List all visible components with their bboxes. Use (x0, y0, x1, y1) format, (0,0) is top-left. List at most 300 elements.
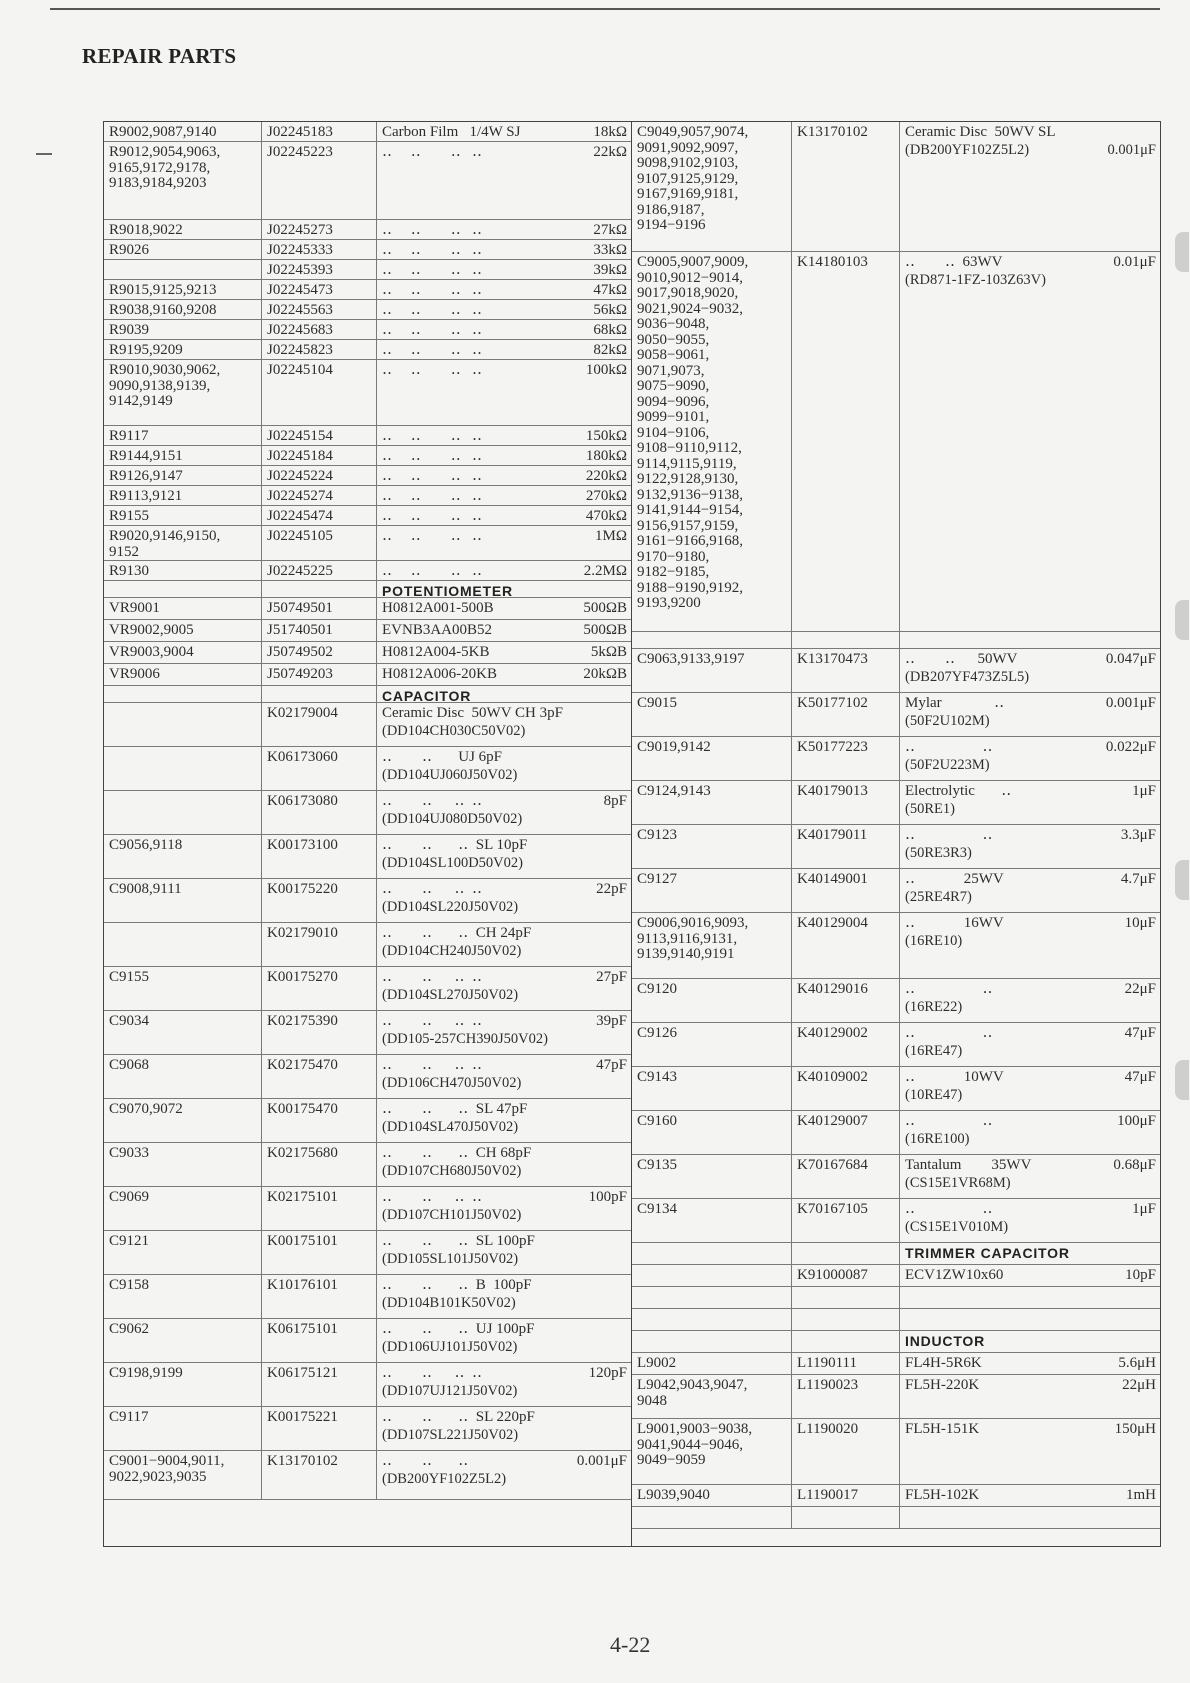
ref-cell (104, 686, 262, 702)
table-row (632, 252, 1160, 632)
description-text: ‥ ‥ ‥ CH 68pF (382, 1145, 532, 1161)
description-cell (900, 1353, 1161, 1374)
table-row (104, 320, 631, 340)
value-text: 47μF (1124, 1069, 1156, 1085)
ref-cell: VR9003,9004 (104, 642, 262, 663)
description-cell (377, 506, 632, 525)
table-row (104, 561, 631, 581)
table-row (632, 1265, 1160, 1287)
description-cell (900, 632, 1161, 648)
description-line (905, 828, 1156, 844)
description-text: Ceramic Disc 50WV CH 3pF (382, 705, 563, 721)
table-row (104, 1407, 631, 1451)
description-text: ‥ ‥ ‥ ‥ (382, 342, 483, 358)
part-number-cell: K13170473 (792, 649, 900, 692)
description-cell (377, 260, 632, 279)
table-row (104, 142, 631, 220)
description-line (382, 838, 627, 854)
ref-cell: C9134 (632, 1199, 792, 1242)
value-text: 39pF (596, 1013, 627, 1029)
spec-code: (DD105-257CH390J50V02) (382, 1030, 548, 1047)
description-cell (900, 825, 1161, 868)
part-number-cell (792, 1287, 900, 1308)
description-text: FL5H-220K (905, 1377, 980, 1393)
value-text: 270kΩ (585, 488, 627, 504)
description-text: ‥ ‥ ‥ ‥ (382, 1189, 483, 1205)
part-number-cell: K70167684 (792, 1155, 900, 1198)
description-line (382, 794, 627, 810)
part-number-cell: K06175101 (262, 1319, 377, 1362)
description-cell (900, 737, 1161, 780)
part-number-cell: J02245154 (262, 426, 377, 445)
value-text: 39kΩ (593, 262, 627, 278)
binder-tab (1175, 860, 1189, 900)
description-line (382, 706, 627, 722)
spec-line (905, 670, 1156, 686)
description-text: ‥ ‥ ‥ (382, 1453, 469, 1469)
part-number-cell: K00175101 (262, 1231, 377, 1274)
description-line (382, 970, 627, 986)
ref-cell: C9160 (632, 1111, 792, 1154)
table-row (632, 869, 1160, 913)
spec-code: (DB200YF102Z5L2) (905, 141, 1030, 158)
table-row (632, 1287, 1160, 1309)
table-row (632, 979, 1160, 1023)
ref-cell (104, 260, 262, 279)
description-line (382, 564, 627, 580)
part-number-cell: J02245273 (262, 220, 377, 239)
spec-line (382, 988, 627, 1004)
description-cell (900, 913, 1161, 978)
description-line (905, 125, 1156, 141)
description-line (905, 1070, 1156, 1086)
description-text: ‥ ‥ ‥ ‥ (382, 362, 483, 378)
ref-cell: C9001−9004,9011, 9022,9023,9035 (104, 1451, 262, 1499)
spec-code: (DD104CH030C50V02) (382, 722, 526, 739)
spec-line (382, 856, 627, 872)
description-line (382, 449, 627, 465)
description-cell (377, 1231, 632, 1274)
description-cell (377, 1407, 632, 1450)
description-text: Electrolytic ‥ (905, 783, 1012, 799)
spec-code: (DD104SL220J50V02) (382, 898, 519, 915)
part-number-cell: J02245225 (262, 561, 377, 580)
page-number: 4-22 (610, 1632, 651, 1657)
table-row (104, 1451, 631, 1500)
description-text: ‥ ‥ ‥ ‥ (382, 793, 483, 809)
table-row (104, 703, 631, 747)
table-row (632, 1309, 1160, 1331)
spec-code: (DD106CH470J50V02) (382, 1074, 522, 1091)
spec-code: (DD104UJ080D50V02) (382, 810, 523, 827)
table-row (104, 360, 631, 426)
spec-line (382, 1384, 627, 1400)
value-text: 22kΩ (593, 144, 627, 160)
description-text: ‥ ‥ UJ 6pF (382, 749, 503, 765)
description-line (382, 303, 627, 319)
description-line (382, 1234, 627, 1250)
spec-line (382, 1164, 627, 1180)
spec-code: (DD105SL101J50V02) (382, 1250, 519, 1267)
table-row (104, 1187, 631, 1231)
description-text: Tantalum 35WV (905, 1157, 1032, 1173)
table-row (632, 1419, 1160, 1485)
table-row (104, 300, 631, 320)
spec-line (905, 1088, 1156, 1104)
spec-line (905, 934, 1156, 950)
table-row (104, 260, 631, 280)
top-rule (50, 8, 1160, 10)
value-text: 27pF (596, 969, 627, 985)
description-text: ECV1ZW10x60 (905, 1267, 1004, 1283)
description-line (382, 323, 627, 339)
binder-tab (1175, 600, 1189, 640)
description-cell (900, 1375, 1161, 1418)
value-text: 0.001μF (576, 1453, 627, 1469)
binder-tab (1175, 1060, 1189, 1100)
ref-cell: VR9002,9005 (104, 620, 262, 641)
part-number-cell: K70167105 (792, 1199, 900, 1242)
value-text: 3.3μF (1120, 827, 1156, 843)
spec-code: (DD107SL221J50V02) (382, 1426, 519, 1443)
description-text: ‥ ‥ ‥ SL 47pF (382, 1101, 528, 1117)
description-line (382, 1190, 627, 1206)
spec-line (905, 890, 1156, 906)
value-text: 82kΩ (593, 342, 627, 358)
ref-cell: C9006,9016,9093, 9113,9116,9131, 9139,9140,9191 (632, 913, 792, 978)
description-line (905, 1026, 1156, 1042)
spec-line (905, 143, 1156, 159)
description-line (382, 223, 627, 239)
ref-cell: L9001,9003−9038, 9041,9044−9046, 9049−9059 (632, 1419, 792, 1484)
part-number-cell (792, 1507, 900, 1528)
spec-value: 0.001μF (1107, 141, 1156, 158)
description-cell (900, 1507, 1161, 1528)
description-cell (377, 142, 632, 219)
table-row (632, 632, 1160, 649)
description-text: ‥ ‥ ‥ SL 220pF (382, 1409, 535, 1425)
part-number-cell: L1190017 (792, 1485, 900, 1506)
description-cell (377, 923, 632, 966)
description-cell (377, 747, 632, 790)
binder-tab (1175, 232, 1189, 272)
description-cell (377, 1275, 632, 1318)
spec-code: (50F2U102M) (905, 712, 990, 729)
description-cell (900, 781, 1161, 824)
spec-code: (25RE4R7) (905, 888, 972, 905)
value-text: 100kΩ (585, 362, 627, 378)
value-text: 22pF (596, 881, 627, 897)
ref-cell: R9126,9147 (104, 466, 262, 485)
ref-cell (632, 632, 792, 648)
table-row (632, 1067, 1160, 1111)
value-text: 2.2MΩ (583, 563, 627, 579)
part-number-cell: K40129007 (792, 1111, 900, 1154)
spec-code: (DD104SL270J50V02) (382, 986, 519, 1003)
description-text: H0812A006-20KB (382, 666, 497, 682)
table-row (632, 913, 1160, 979)
ref-cell: C9121 (104, 1231, 262, 1274)
part-number-cell: J02245393 (262, 260, 377, 279)
description-cell (377, 1099, 632, 1142)
description-line (382, 750, 627, 766)
description-text: ‥ ‥ 63WV (905, 254, 1003, 270)
description-cell (900, 122, 1161, 251)
ref-cell (632, 1265, 792, 1286)
ref-cell: C9034 (104, 1011, 262, 1054)
description-cell (377, 466, 632, 485)
description-text: ‥ ‥ ‥ B 100pF (382, 1277, 532, 1293)
value-text: 1μF (1132, 783, 1156, 799)
spec-line (905, 802, 1156, 818)
description-text: ‥ ‥ ‥ ‥ (382, 322, 483, 338)
part-number-cell: J02245474 (262, 506, 377, 525)
spec-code: (DD104SL470J50V02) (382, 1118, 519, 1135)
description-cell (900, 1067, 1161, 1110)
description-text: FL5H-102K (905, 1487, 980, 1503)
description-cell (377, 1143, 632, 1186)
ref-cell (104, 791, 262, 834)
part-number-cell: J02245184 (262, 446, 377, 465)
description-text: ‥ ‥ ‥ ‥ (382, 468, 483, 484)
description-cell (377, 1011, 632, 1054)
ref-cell (632, 1331, 792, 1352)
part-number-cell: J50749501 (262, 598, 377, 619)
description-line (382, 429, 627, 445)
part-number-cell: J02245105 (262, 526, 377, 560)
spec-line (382, 1032, 627, 1048)
table-row (104, 1231, 631, 1275)
part-number-cell (262, 581, 377, 597)
part-number-cell: K02175470 (262, 1055, 377, 1098)
description-text: ‥ ‥ ‥ SL 10pF (382, 837, 528, 853)
description-line (382, 469, 627, 485)
spec-code: (DD107CH680J50V02) (382, 1162, 522, 1179)
ref-cell: C9127 (632, 869, 792, 912)
ref-cell: C9070,9072 (104, 1099, 262, 1142)
description-cell (377, 240, 632, 259)
part-number-cell: K10176101 (262, 1275, 377, 1318)
description-line (382, 601, 627, 617)
part-number-cell: K40109002 (792, 1067, 900, 1110)
part-number-cell: J02245274 (262, 486, 377, 505)
table-row (104, 1319, 631, 1363)
description-text: ‥ ‥ ‥ ‥ (382, 428, 483, 444)
ref-cell: C9126 (632, 1023, 792, 1066)
value-text: 1μF (1132, 1201, 1156, 1217)
part-number-cell: J02245563 (262, 300, 377, 319)
ref-cell: C9062 (104, 1319, 262, 1362)
description-cell (900, 1485, 1161, 1506)
table-row (104, 1055, 631, 1099)
part-number-cell (792, 632, 900, 648)
value-text: 100pF (588, 1189, 627, 1205)
spec-line (905, 846, 1156, 862)
table-row (632, 1353, 1160, 1375)
table-row (104, 122, 631, 142)
description-cell (377, 340, 632, 359)
table-row (104, 598, 631, 620)
spec-line (905, 1132, 1156, 1148)
description-text: ‥ ‥ ‥ UJ 100pF (382, 1321, 535, 1337)
description-text: ‥ ‥ ‥ ‥ (382, 1057, 483, 1073)
part-number-cell (792, 1243, 900, 1264)
description-text: Carbon Film 1/4W SJ (382, 124, 521, 140)
description-cell (900, 1199, 1161, 1242)
spec-line (382, 1428, 627, 1444)
description-line (905, 1268, 1156, 1284)
description-line (382, 1102, 627, 1118)
ref-cell: R9026 (104, 240, 262, 259)
description-text: ‥ ‥ ‥ ‥ (382, 563, 483, 579)
part-number-cell (792, 1331, 900, 1352)
description-line (382, 645, 627, 661)
parts-table-right (631, 121, 1161, 1547)
spec-code: (CS15E1VR68M) (905, 1174, 1011, 1191)
table-row (104, 747, 631, 791)
ref-cell: R9012,9054,9063, 9165,9172,9178, 9183,9184,9203 (104, 142, 262, 219)
table-row (104, 1099, 631, 1143)
spec-line (382, 724, 627, 740)
value-text: 1mH (1126, 1487, 1156, 1503)
description-text: ‥ ‥ (905, 1201, 993, 1217)
table-row (104, 280, 631, 300)
description-line (905, 872, 1156, 888)
description-cell (377, 486, 632, 505)
part-number-cell: J02245224 (262, 466, 377, 485)
description-line (905, 652, 1156, 668)
ref-cell: R9144,9151 (104, 446, 262, 465)
table-row (104, 835, 631, 879)
value-text: 27kΩ (593, 222, 627, 238)
value-text: 22μF (1124, 981, 1156, 997)
value-text: 4.7μF (1120, 871, 1156, 887)
table-row (104, 1275, 631, 1319)
description-line (382, 1322, 627, 1338)
description-text: ‥ ‥ 50WV (905, 651, 1018, 667)
description-text: ‥ ‥ ‥ ‥ (382, 144, 483, 160)
description-text: ‥ 25WV (905, 871, 1004, 887)
spec-code: (DB200YF102Z5L2) (382, 1470, 507, 1487)
section-header: INDUCTOR (905, 1333, 986, 1349)
ref-cell (104, 923, 262, 966)
ref-cell: R9039 (104, 320, 262, 339)
description-text: ‥ 10WV (905, 1069, 1004, 1085)
ref-cell (632, 1287, 792, 1308)
description-text: Mylar ‥ (905, 695, 1005, 711)
description-line (382, 623, 627, 639)
part-number-cell: K13170102 (262, 1451, 377, 1499)
description-cell (900, 1419, 1161, 1484)
table-row (632, 1375, 1160, 1419)
ref-cell: C9198,9199 (104, 1363, 262, 1406)
part-number-cell: K40129004 (792, 913, 900, 978)
spec-code: (16RE100) (905, 1130, 970, 1147)
description-text: ‥ ‥ ‥ ‥ (382, 508, 483, 524)
part-number-cell: K00175220 (262, 879, 377, 922)
description-cell (900, 1331, 1161, 1352)
value-text: 0.68μF (1113, 1157, 1156, 1173)
description-cell (377, 581, 632, 597)
part-number-cell: K14180103 (792, 252, 900, 631)
part-number-cell: J02245333 (262, 240, 377, 259)
value-text: 22μH (1122, 1377, 1156, 1393)
value-text: 500ΩB (583, 622, 627, 638)
ref-cell: C9049,9057,9074, 9091,9092,9097, 9098,9102,9103, 9107,9125,9129, 9167,9169,9181, 9186,9187, 9194−9196 (632, 122, 792, 251)
spec-code: (DD106UJ101J50V02) (382, 1338, 518, 1355)
ref-cell: C9123 (632, 825, 792, 868)
description-cell (900, 1309, 1161, 1330)
description-line (382, 882, 627, 898)
description-text: ‥ ‥ ‥ ‥ (382, 969, 483, 985)
part-number-cell: K02175390 (262, 1011, 377, 1054)
ref-cell: C9155 (104, 967, 262, 1010)
description-line (382, 1058, 627, 1074)
table-row (632, 1111, 1160, 1155)
table-row (104, 642, 631, 664)
table-row (632, 1023, 1160, 1067)
value-text: 220kΩ (585, 468, 627, 484)
table-row (104, 220, 631, 240)
table-row (104, 1143, 631, 1187)
description-text: ‥ ‥ ‥ SL 100pF (382, 1233, 535, 1249)
table-row (104, 486, 631, 506)
description-line (382, 243, 627, 259)
spec-line (905, 1220, 1156, 1236)
table-row (104, 686, 631, 703)
spec-code: (16RE10) (905, 932, 963, 949)
part-number-cell: K00175270 (262, 967, 377, 1010)
description-cell (900, 979, 1161, 1022)
ref-cell: L9039,9040 (632, 1485, 792, 1506)
description-text: ‥ ‥ ‥ ‥ (382, 302, 483, 318)
table-row (632, 693, 1160, 737)
spec-code: (50RE1) (905, 800, 955, 817)
part-number-cell: J02245473 (262, 280, 377, 299)
ref-cell: L9002 (632, 1353, 792, 1374)
part-number-cell: J02245223 (262, 142, 377, 219)
value-text: 47pF (596, 1057, 627, 1073)
ref-cell: R9117 (104, 426, 262, 445)
table-row (104, 581, 631, 598)
description-text: H0812A001-500B (382, 600, 494, 616)
description-cell (377, 1055, 632, 1098)
ref-cell: R9015,9125,9213 (104, 280, 262, 299)
table-row (104, 240, 631, 260)
ref-cell: C9063,9133,9197 (632, 649, 792, 692)
spec-line (382, 1120, 627, 1136)
value-text: 47μF (1124, 1025, 1156, 1041)
description-text: ‥ ‥ ‥ ‥ (382, 1365, 483, 1381)
description-cell (377, 642, 632, 663)
spec-line (382, 1296, 627, 1312)
part-number-cell: L1190023 (792, 1375, 900, 1418)
description-cell (377, 664, 632, 685)
spec-line (905, 758, 1156, 774)
description-cell (900, 252, 1161, 631)
description-cell (900, 1155, 1161, 1198)
description-cell (377, 446, 632, 465)
spec-code: (DD104CH240J50V02) (382, 942, 522, 959)
spec-code: (DD107CH101J50V02) (382, 1206, 522, 1223)
description-text: ‥ ‥ ‥ ‥ (382, 528, 483, 544)
ref-cell (104, 581, 262, 597)
description-line (905, 1488, 1156, 1504)
description-line (382, 509, 627, 525)
value-text: 0.001μF (1105, 695, 1156, 711)
description-line (382, 1014, 627, 1030)
ref-cell: C9033 (104, 1143, 262, 1186)
